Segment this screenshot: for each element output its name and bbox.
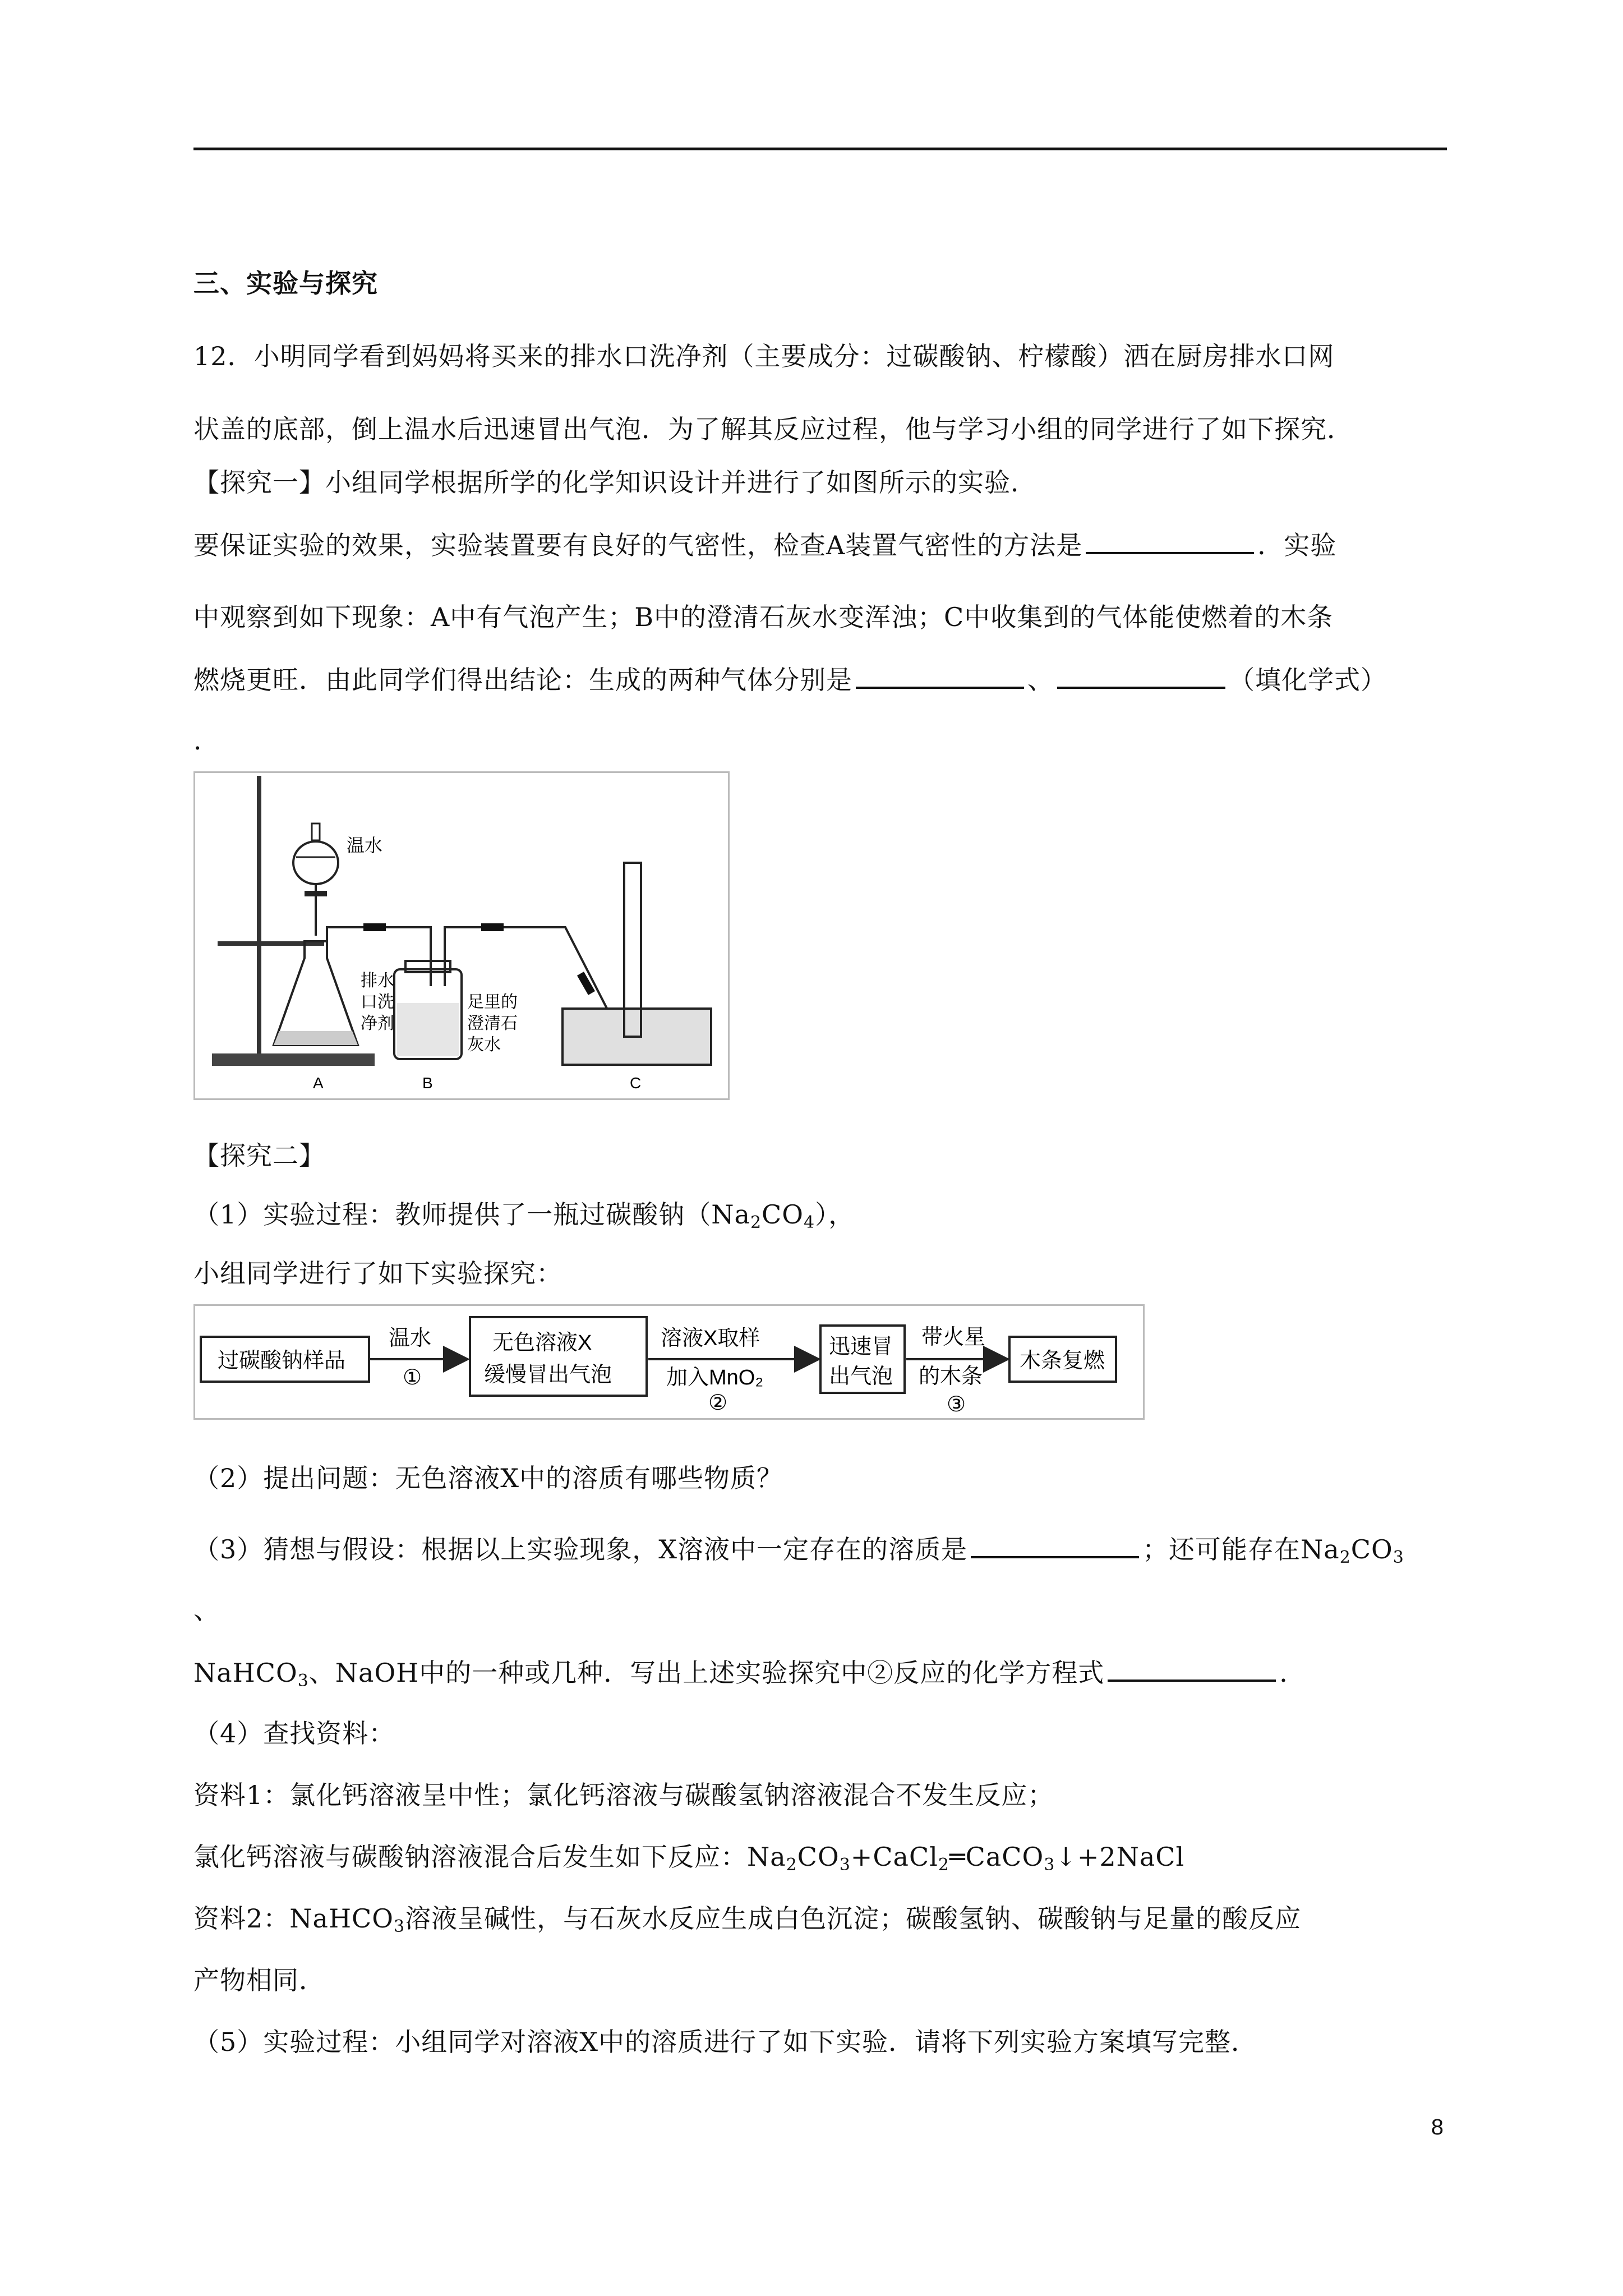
svg-text:排水: 排水 <box>361 972 394 990</box>
answer-blank-gas1[interactable] <box>856 662 1024 689</box>
funnel-bulb <box>293 841 338 884</box>
svg-text:净剂: 净剂 <box>361 1014 394 1033</box>
material2: 资料2：NaHCO$_3$溶液呈碱性，与石灰水反应生成白色沉淀；碳酸氢钠、碳酸钠与足量的酸反应 <box>193 1903 1302 1936</box>
page-number: 8 <box>1431 2115 1444 2139</box>
material1: 资料1：氯化钙溶液呈中性；氯化钙溶液与碳酸氢钠溶液混合不发生反应； <box>193 1780 1054 1810</box>
q12-line1: 12．小明同学看到妈妈将买来的排水口洗净剂（主要成分：过碳酸钠、柠檬酸）洒在厨房排水口网 <box>193 341 1335 371</box>
svg-text:的木条: 的木条 <box>919 1365 983 1388</box>
explore2-heading: 【探究二】 <box>193 1140 325 1171</box>
explore1-heading: 【探究一】小组同学根据所学的化学知识设计并进行了如图所示的实验． <box>193 467 1037 498</box>
label-warm-water: 温水 <box>347 835 383 855</box>
svg-text:③: ③ <box>947 1393 966 1416</box>
answer-blank-solute[interactable] <box>971 1531 1139 1558</box>
svg-text:缓慢冒出气泡: 缓慢冒出气泡 <box>484 1363 612 1387</box>
svg-text:带火星: 带火星 <box>921 1326 986 1349</box>
svg-text:迅速冒: 迅速冒 <box>829 1335 893 1359</box>
header-rule <box>193 148 1447 150</box>
svg-text:澄清石: 澄清石 <box>467 1014 518 1033</box>
section-title: 三、实验与探究 <box>193 268 378 298</box>
svg-text:温水: 温水 <box>389 1327 432 1350</box>
e2-step2: （2）提出问题：无色溶液X中的溶质有哪些物质？ <box>193 1463 783 1493</box>
svg-text:出气泡: 出气泡 <box>829 1365 893 1388</box>
e1-line2: 中观察到如下现象：A中有气泡产生；B中的澄清石灰水变浑浊；C中收集到的气体能使燃着的木条 <box>193 602 1334 632</box>
e1-line3: 燃烧更旺．由此同学们得出结论：生成的两种气体分别是 、 （填化学式） <box>193 662 1387 697</box>
svg-text:口洗: 口洗 <box>361 993 394 1011</box>
label-A: A <box>313 1074 324 1092</box>
svg-text:无色溶液X: 无色溶液X <box>492 1331 592 1355</box>
e2-step3-line2: 、 <box>193 1595 220 1625</box>
e2-step4: （4）查找资料： <box>193 1718 395 1749</box>
e2-step1-line2: 小组同学进行了如下实验探究： <box>193 1258 562 1289</box>
e2-step1: （1）实验过程：教师提供了一瓶过碳酸钠$(Na_2CO_4)$， <box>193 1199 855 1232</box>
label-C: C <box>630 1074 642 1092</box>
stand-rod <box>257 776 261 1053</box>
e2-step3: （3）猜想与假设：根据以上实验现象，X溶液中一定存在的溶质是 ；还可能存在$Na_2CO_3$ <box>193 1531 1404 1575</box>
answer-blank-equation[interactable] <box>1108 1655 1276 1682</box>
material2-line2: 产物相同． <box>193 1965 325 1995</box>
svg-text:灰水: 灰水 <box>467 1036 501 1054</box>
conical-flask <box>274 941 358 1045</box>
e2-step3-line3: NaHCO$_3$、NaOH中的一种或几种．写出上述实验探究中②反应的化学方程式 ． <box>193 1655 1306 1698</box>
flow-diagram <box>193 1304 1145 1420</box>
answer-blank-airtightness[interactable] <box>1086 527 1254 554</box>
svg-text:②: ② <box>708 1391 728 1415</box>
material1-line2: 氯化钙溶液与碳酸钠溶液混合后发生如下反应：$Na_2CO_3+CaCl_2═CaCO_3↓+2NaCl$ <box>193 1842 1185 1875</box>
svg-text:溶液X取样: 溶液X取样 <box>661 1327 760 1350</box>
e1-line1: 要保证实验的效果，实验装置要有良好的气密性，检查A装置气密性的方法是 ．实验 <box>193 527 1336 562</box>
label-B: B <box>422 1074 433 1092</box>
apparatus-figure <box>193 771 730 1100</box>
e1-line4: ． <box>193 725 220 756</box>
svg-text:足里的: 足里的 <box>467 993 518 1011</box>
svg-text:木条复燃: 木条复燃 <box>1020 1349 1105 1373</box>
svg-text:加入MnO₂: 加入MnO₂ <box>666 1366 764 1389</box>
e2-step5: （5）实验过程：小组同学对溶液X中的溶质进行了如下实验．请将下列实验方案填写完整． <box>193 2027 1258 2057</box>
stand-base <box>212 1053 375 1066</box>
answer-blank-gas2[interactable] <box>1057 662 1225 689</box>
svg-text:①: ① <box>403 1366 422 1389</box>
q12-line2: 状盖的底部，倒上温水后迅速冒出气泡．为了解其反应过程，他与学习小组的同学进行了如下探究． <box>193 414 1353 444</box>
svg-text:过碳酸钠样品: 过碳酸钠样品 <box>218 1349 346 1373</box>
